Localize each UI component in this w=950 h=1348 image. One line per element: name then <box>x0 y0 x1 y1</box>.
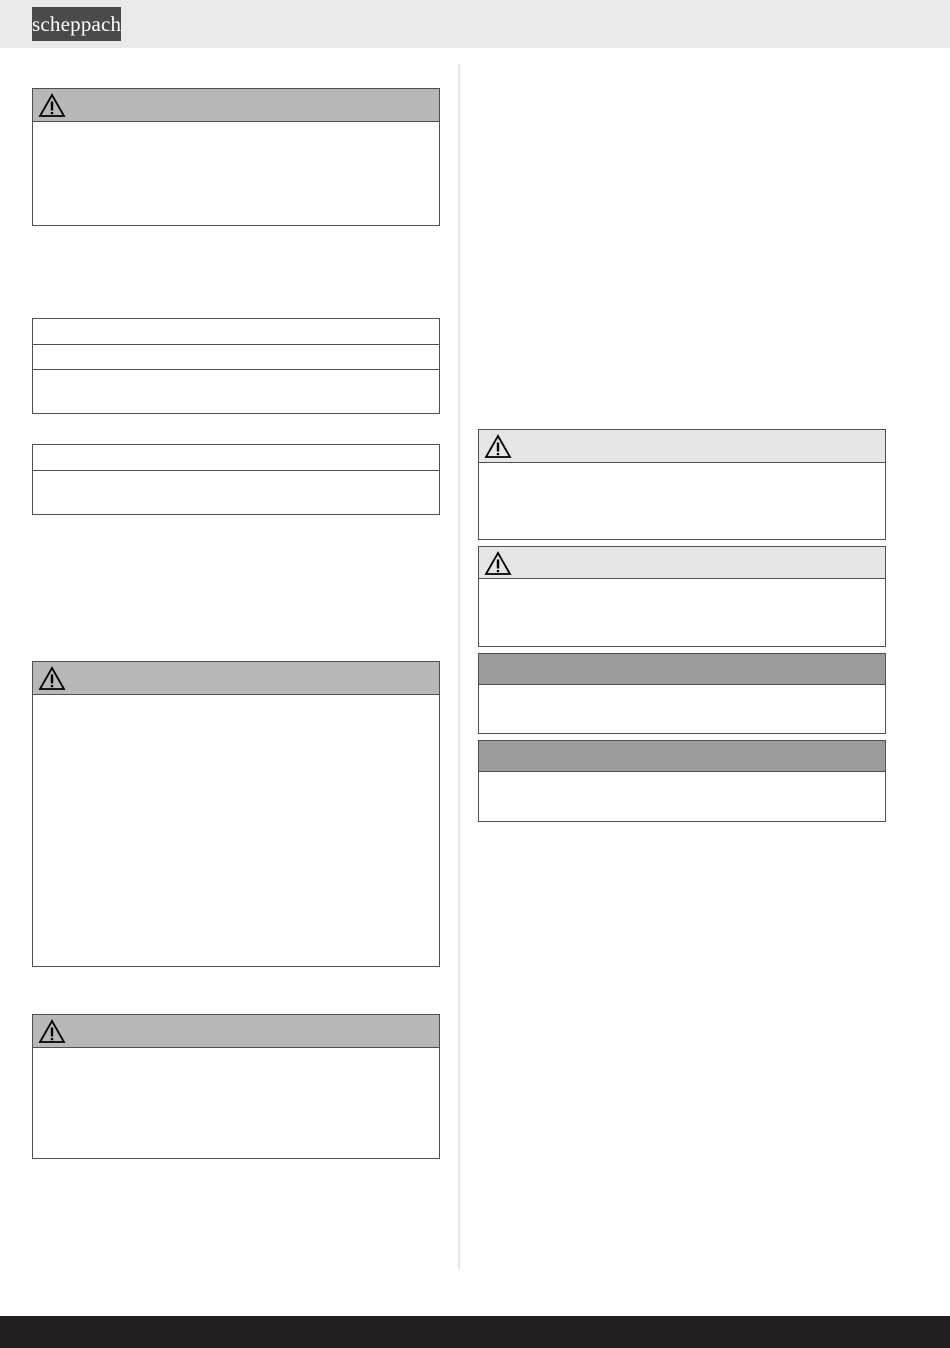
warning-triangle-icon <box>38 666 66 691</box>
note-box-header <box>479 654 885 685</box>
scheppach-logo: scheppach <box>32 7 121 41</box>
warning-box-header <box>33 1015 439 1048</box>
warning-box-5 <box>478 546 886 647</box>
note-box-1 <box>478 653 886 734</box>
table-row-divider <box>33 470 439 471</box>
warning-triangle-icon <box>484 551 512 576</box>
warning-box-4 <box>478 429 886 540</box>
warning-triangle-icon <box>38 1019 66 1044</box>
page-footer <box>0 1316 950 1348</box>
warning-box-header <box>33 89 439 122</box>
warning-box-3 <box>32 1014 440 1159</box>
warning-box-header <box>479 547 885 579</box>
note-box-header <box>479 741 885 772</box>
page-header <box>0 0 950 48</box>
column-divider <box>458 64 460 1269</box>
warning-box-header <box>33 662 439 695</box>
spec-table-1 <box>32 318 440 414</box>
warning-triangle-icon <box>38 93 66 118</box>
table-row-divider <box>33 344 439 345</box>
table-row-divider <box>33 369 439 370</box>
spec-table-2 <box>32 444 440 515</box>
warning-box-1 <box>32 88 440 226</box>
warning-box-2 <box>32 661 440 967</box>
warning-box-header <box>479 430 885 463</box>
note-box-2 <box>478 740 886 822</box>
warning-triangle-icon <box>484 434 512 459</box>
